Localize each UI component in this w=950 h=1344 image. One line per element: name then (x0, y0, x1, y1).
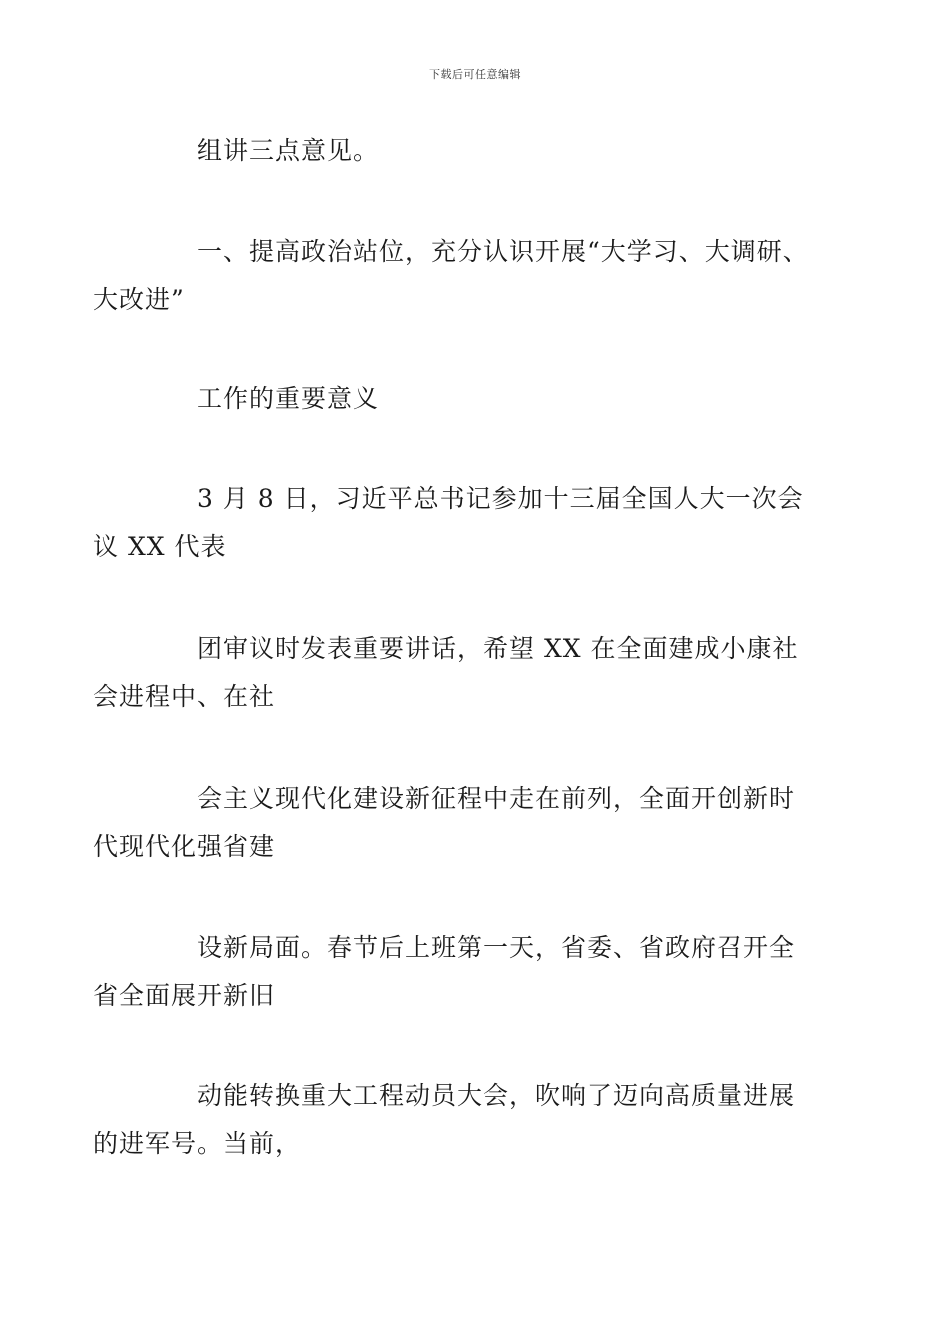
paragraph (93, 1072, 815, 1168)
paragraph-line: 省全面展开新旧 (93, 981, 276, 1010)
paragraph-line: 工作的重要意义 (197, 384, 380, 413)
paragraph-line: 代现代化强省建 (93, 832, 276, 861)
paragraph (93, 625, 815, 721)
paragraph (145, 375, 815, 423)
paragraph-line: 一、提高政治站位，充分认识开展“大学习、大调研、 (197, 237, 809, 266)
paragraph-line: 组讲三点意见。 (197, 136, 380, 165)
paragraph-line: 团审议时发表重要讲话，希望 XX 在全面建成小康社 (197, 634, 799, 663)
paragraph (93, 924, 815, 1020)
page-header: 下载后可任意编辑 (429, 68, 521, 81)
paragraph-line: 设新局面。春节后上班第一天，省委、省政府召开全 (197, 933, 796, 962)
paragraph-line: 3 月 8 日，习近平总书记参加十三届全国人大一次会 (197, 484, 804, 513)
paragraph (93, 475, 815, 571)
paragraph (93, 775, 815, 871)
paragraph-line: 动能转换重大工程动员大会，吹响了迈向高质量进展 (197, 1081, 796, 1110)
paragraph-line: 会主义现代化建设新征程中走在前列，全面开创新时 (197, 784, 796, 813)
paragraph-line: 会进程中、在社 (93, 682, 276, 711)
paragraph-line: 大改进” (93, 285, 185, 314)
paragraph (145, 127, 815, 175)
paragraph-line: 的进军号。当前， (93, 1129, 302, 1158)
paragraph-line: 议 XX 代表 (93, 532, 227, 561)
paragraph (93, 228, 815, 324)
